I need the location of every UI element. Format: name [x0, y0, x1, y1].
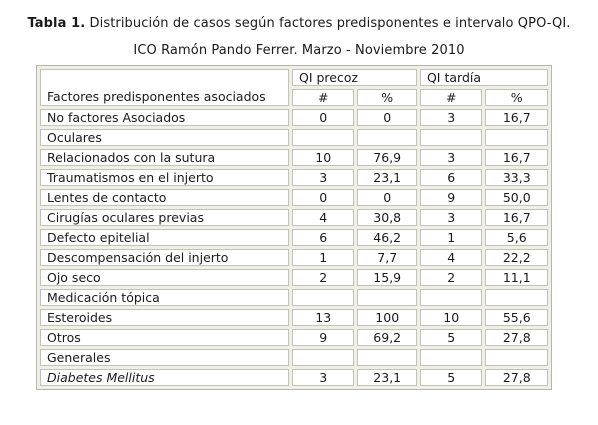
table-cell: 5,6: [485, 229, 548, 246]
header-sub-count: #: [292, 89, 355, 106]
table-row: [40, 309, 548, 326]
table-cell: 0: [357, 109, 416, 126]
caption-label: Tabla 1.: [27, 16, 86, 31]
table-cell: 27,8: [485, 329, 548, 346]
table-cell: 5: [420, 369, 483, 386]
table-cell: [357, 349, 416, 366]
caption-line-1: [0, 10, 598, 37]
header-group-precoz: QI precoz: [292, 69, 417, 86]
table-cell: [357, 129, 416, 146]
table-cell: 11,1: [485, 269, 548, 286]
table-row: [40, 209, 548, 226]
table-cell: 15,9: [357, 269, 416, 286]
table-cell: 1: [292, 249, 355, 266]
row-label: Traumatismos en el injerto: [40, 169, 289, 186]
table-cell: 16,7: [485, 209, 548, 226]
table-cell: 50,0: [485, 189, 548, 206]
table-cell: 100: [357, 309, 416, 326]
table-cell: 3: [420, 209, 483, 226]
table-cell: 1: [420, 229, 483, 246]
table-cell: 30,8: [357, 209, 416, 226]
header-factor-label: Factores predisponentes asociados: [40, 69, 289, 106]
header-sub-percent: %: [485, 89, 548, 106]
table-cell: 3: [420, 149, 483, 166]
table-cell: 3: [292, 169, 355, 186]
table-cell: [485, 129, 548, 146]
table-cell: 10: [420, 309, 483, 326]
table-row: [40, 169, 548, 186]
header-row-groups: [40, 69, 548, 86]
table-row: [40, 369, 548, 386]
caption-subtitle: ICO Ramón Pando Ferrer. Marzo - Noviembre 2010: [133, 43, 465, 58]
table-row: [40, 149, 548, 166]
table-row: [40, 249, 548, 266]
table-cell: 4: [420, 249, 483, 266]
data-table: [36, 65, 552, 390]
table-row: [40, 329, 548, 346]
table-cell: 69,2: [357, 329, 416, 346]
table-cell: 2: [292, 269, 355, 286]
row-label: Generales: [40, 349, 289, 366]
table-cell: [485, 289, 548, 306]
table-cell: 23,1: [357, 369, 416, 386]
table-cell: 27,8: [485, 369, 548, 386]
table-cell: 6: [292, 229, 355, 246]
row-label: Defecto epitelial: [40, 229, 289, 246]
table-cell: 10: [292, 149, 355, 166]
table-cell: [485, 349, 548, 366]
table-row: [40, 109, 548, 126]
header-sub-percent: %: [357, 89, 416, 106]
table-cell: 13: [292, 309, 355, 326]
row-label: Oculares: [40, 129, 289, 146]
table-cell: 0: [357, 189, 416, 206]
table-row: [40, 349, 548, 366]
table-cell: 16,7: [485, 109, 548, 126]
table-row: [40, 229, 548, 246]
header-sub-count: #: [420, 89, 483, 106]
table-cell: 0: [292, 189, 355, 206]
table-cell: 23,1: [357, 169, 416, 186]
table-cell: 5: [420, 329, 483, 346]
row-label: Otros: [40, 329, 289, 346]
table-cell: 46,2: [357, 229, 416, 246]
table-cell: 2: [420, 269, 483, 286]
table-cell: 3: [420, 109, 483, 126]
row-label: Descompensación del injerto: [40, 249, 289, 266]
table-cell: 3: [292, 369, 355, 386]
row-label: Medicación tópica: [40, 289, 289, 306]
table-cell: 7,7: [357, 249, 416, 266]
table-cell: 33,3: [485, 169, 548, 186]
row-label: Cirugías oculares previas: [40, 209, 289, 226]
table-cell: [292, 349, 355, 366]
table-cell: 0: [292, 109, 355, 126]
table-cell: 6: [420, 169, 483, 186]
table-cell: [357, 289, 416, 306]
row-label: Lentes de contacto: [40, 189, 289, 206]
table-cell: 4: [292, 209, 355, 226]
table-cell: [420, 289, 483, 306]
table-cell: 55,6: [485, 309, 548, 326]
table-cell: [420, 349, 483, 366]
row-label: Esteroides: [40, 309, 289, 326]
table-row: [40, 289, 548, 306]
table-cell: 76,9: [357, 149, 416, 166]
table-cell: 9: [292, 329, 355, 346]
table-cell: 16,7: [485, 149, 548, 166]
table-cell: 22,2: [485, 249, 548, 266]
row-label: No factores Asociados: [40, 109, 289, 126]
table-cell: [420, 129, 483, 146]
table-row: [40, 129, 548, 146]
table-cell: [292, 289, 355, 306]
table-row: [40, 269, 548, 286]
table-caption: [0, 10, 598, 64]
caption-title: Distribución de casos según factores predisponentes e intervalo QPO-QI.: [89, 16, 571, 31]
row-label: Ojo seco: [40, 269, 289, 286]
table-cell: [292, 129, 355, 146]
table-cell: 9: [420, 189, 483, 206]
table-row: [40, 189, 548, 206]
row-label: Relacionados con la sutura: [40, 149, 289, 166]
row-label: Diabetes Mellitus: [40, 369, 289, 386]
header-group-tardia: QI tardía: [420, 69, 548, 86]
